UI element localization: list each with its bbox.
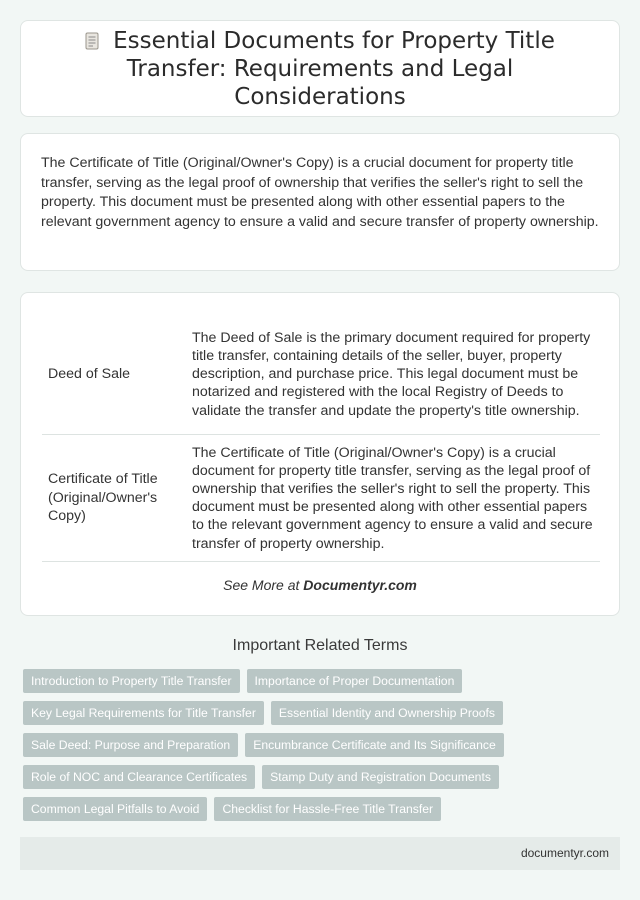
tag-row [23, 669, 623, 693]
related-term-tag[interactable]: Checklist for Hassle-Free Title Transfer [214, 797, 441, 821]
row-label: Certificate of Title (Original/Owner's Copy) [42, 434, 186, 561]
tag-row [23, 765, 623, 789]
related-term-tag[interactable]: Common Legal Pitfalls to Avoid [23, 797, 207, 821]
row-label: Deed of Sale [42, 314, 186, 434]
related-term-tag[interactable]: Importance of Proper Documentation [247, 669, 463, 693]
document-scroll-icon [85, 29, 99, 47]
intro-text: The Certificate of Title (Original/Owner's Copy) is a crucial document for property title transfer, serving as the legal proof of ownership that verifies the seller's right to sell the property. This document must be presented along with other essential papers to the relevant government agency to ensure a valid and secure transfer of property ownership. [41, 155, 599, 230]
related-terms-tags [23, 669, 623, 829]
related-term-tag[interactable]: Key Legal Requirements for Title Transfer [23, 701, 264, 725]
see-more-link[interactable] [21, 577, 619, 593]
footer [20, 837, 620, 870]
related-term-tag[interactable]: Stamp Duty and Registration Documents [262, 765, 499, 789]
title-card [20, 20, 620, 117]
tag-row [23, 701, 623, 725]
see-more-site[interactable]: Documentyr.com [303, 577, 417, 593]
intro-card [20, 133, 620, 271]
tag-row [23, 733, 623, 757]
page-title [45, 27, 595, 111]
table-row [42, 434, 600, 561]
documents-table [42, 314, 600, 562]
related-term-tag[interactable]: Sale Deed: Purpose and Preparation [23, 733, 238, 757]
row-description: The Certificate of Title (Original/Owner's Copy) is a crucial document for property title transfer, serving as the legal proof of ownership that verifies the seller's right to sell the property. This document must be presented along with other essential papers to the relevant government agency to ensure a valid and secure transfer of property ownership. [186, 434, 600, 561]
tag-row [23, 797, 623, 821]
related-term-tag[interactable]: Introduction to Property Title Transfer [23, 669, 240, 693]
footer-site-link[interactable]: documentyr.com [520, 846, 609, 860]
related-term-tag[interactable]: Encumbrance Certificate and Its Significance [245, 733, 504, 757]
row-description: The Deed of Sale is the primary document required for property title transfer, containing details of the seller, buyer, property description, and purchase price. This legal document must be notarized and registered with the local Registry of Deeds to validate the transfer and update the property's title ownership. [186, 314, 600, 434]
table-row [42, 314, 600, 434]
related-term-tag[interactable]: Role of NOC and Clearance Certificates [23, 765, 255, 789]
see-more-prefix: See More at [223, 577, 304, 593]
related-terms-title: Important Related Terms [232, 637, 408, 654]
related-term-tag[interactable]: Essential Identity and Ownership Proofs [271, 701, 503, 725]
page-title-text: Essential Documents for Property Title Transfer: Requirements and Legal Considerations [113, 27, 555, 110]
documents-table-card [20, 292, 620, 616]
